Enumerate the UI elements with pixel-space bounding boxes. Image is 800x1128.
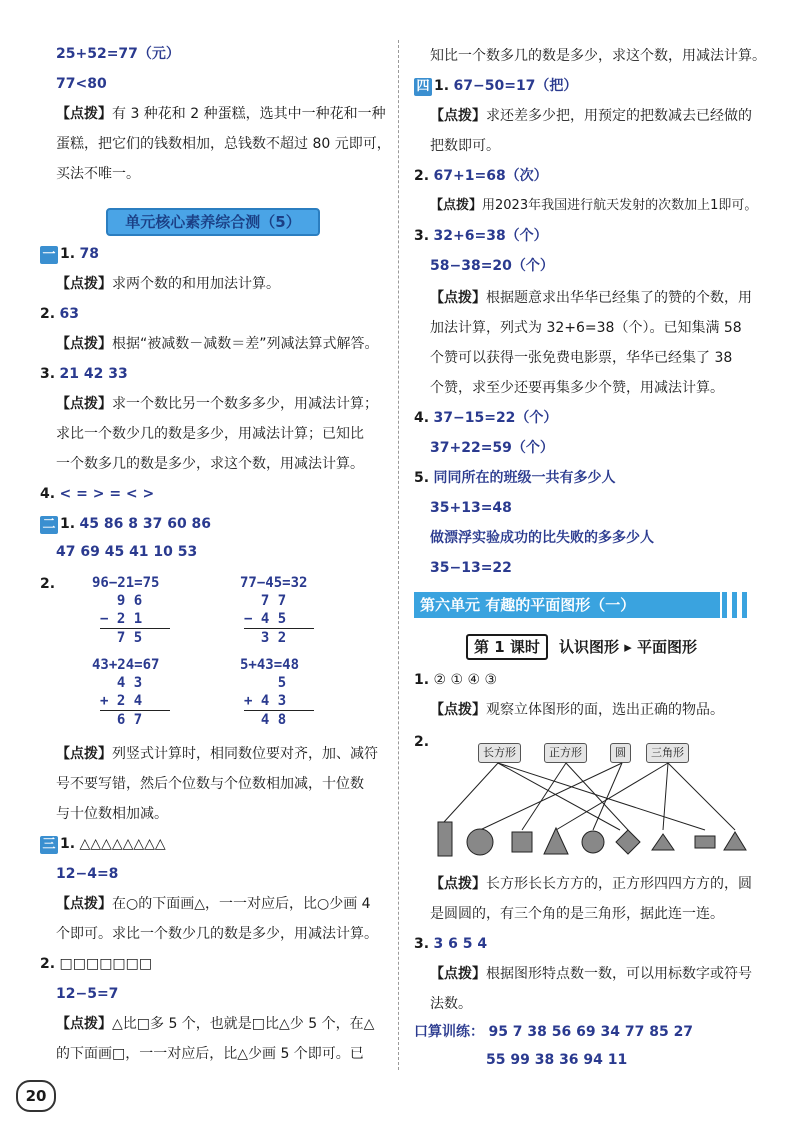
answer-line: 77<80 xyxy=(56,76,107,92)
tip-line: 一个数多几的数是多少，求这个数，用减法计算。 xyxy=(56,456,364,472)
question-2: 2. 67+1=68（次） xyxy=(414,168,548,184)
question-label: 2. xyxy=(40,576,56,592)
tip-line: 个赞可以获得一张免费电影票，华华已经集了 38 xyxy=(430,350,733,366)
lesson-number: 第 1 课时 xyxy=(466,634,548,660)
question-2: 2. 63 xyxy=(40,306,79,322)
answer-line: 12−5=7 xyxy=(56,986,119,1002)
section-marker: 二 xyxy=(40,516,58,534)
tip-line: 【点拨】观察立体图形的面，选出正确的物品。 xyxy=(430,702,724,718)
tip-line: 【点拨】长方形长长方方的，正方形四四方方的，圆 xyxy=(430,876,752,892)
question-label: 2. xyxy=(414,734,430,750)
section-marker: 四 xyxy=(414,78,432,96)
tip-line: 【点拨】求两个数的和用加法计算。 xyxy=(56,276,280,292)
page-number: 20 xyxy=(16,1080,56,1112)
tip-line: 【点拨】在○的下面画△，一一对应后，比○少画 4 xyxy=(56,896,371,912)
square-shape xyxy=(512,832,532,852)
unit-bar-stripe xyxy=(732,592,737,618)
answer-line: 47 69 45 41 10 53 xyxy=(56,544,198,560)
answer-line: 25+52=77（元） xyxy=(56,46,180,62)
tip-line: 【点拨】求一个数比另一个数多多少，用减法计算； xyxy=(56,396,378,412)
section-4-q1: 四 1. 67−50=17（把） xyxy=(414,76,577,96)
section-3-q2: 2. □□□□□□□ xyxy=(40,956,153,972)
answer-line: 37+22=59（个） xyxy=(430,440,554,456)
tip-label: 【点拨】 xyxy=(56,106,112,122)
tip-line: 与十位数相加减。 xyxy=(56,806,168,822)
rectangle-shape xyxy=(695,836,715,848)
tip-line: 把数即可。 xyxy=(430,138,500,154)
tip-line: 【点拨】求还差多少把，用预定的把数减去已经做的 xyxy=(430,108,752,124)
section-marker: 一 xyxy=(40,246,58,264)
triangle-shape xyxy=(544,828,568,854)
vertical-calc: 77−45=32 7 7 − 4 5 3 2 xyxy=(240,574,314,647)
tip-line: 【点拨】根据题意求出华华已经集了的赞的个数，用 xyxy=(430,290,752,306)
oral-practice-row: 55 99 38 36 94 11 xyxy=(486,1052,628,1068)
answer-line: 做漂浮实验成功的比失败的多多少人 xyxy=(430,530,654,546)
tip-line: 【点拨】有 3 种花和 2 种蛋糕，选其中一种花和一种 xyxy=(56,106,386,122)
tip-line: 加法计算，列式为 32+6=38（个）。已知集满 58 xyxy=(430,320,742,336)
question-5: 5. 同同所在的班级一共有多少人 xyxy=(414,470,616,486)
question-3: 3. 3 6 5 4 xyxy=(414,936,488,952)
shape-label: 正方形 xyxy=(544,743,587,763)
question-1: 一 1. 78 xyxy=(40,244,99,264)
answer-line: 35−13=22 xyxy=(430,560,512,576)
tip-line: 蛋糕，把它们的钱数相加，总钱数不超过 80 元即可， xyxy=(56,136,391,152)
matching-diagram xyxy=(430,760,770,860)
lesson-heading xyxy=(466,634,697,660)
vertical-calc: 5+43=48 5 + 4 3 4 8 xyxy=(240,656,314,729)
tip-line: 【点拨】△比□多 5 个，也就是□比△少 5 个，在△ xyxy=(56,1016,375,1032)
tip-line: 的下面画□，一一对应后，比△少画 5 个即可。已 xyxy=(56,1046,364,1062)
question-4: 4. 37−15=22（个） xyxy=(414,410,558,426)
tip-line: 个赞，求至少还要再集多少个赞，用减法计算。 xyxy=(430,380,724,396)
question-3: 3. 32+6=38（个） xyxy=(414,228,548,244)
unit-bar-stripe xyxy=(742,592,747,618)
tip-line: 【点拨】根据图形特点数一数，可以用标数字或符号 xyxy=(430,966,752,982)
tip-line: 买法不唯一。 xyxy=(56,166,140,182)
tip-line: 知比一个数多几的数是多少，求这个数，用减法计算。 xyxy=(430,48,766,64)
circle-shape xyxy=(582,831,604,853)
question-1: 1. ② ① ④ ③ xyxy=(414,672,498,688)
lesson-title: 认识图形 ▸ 平面图形 xyxy=(558,638,697,656)
tip-line: 个即可。求比一个数少几的数是多少，用减法计算。 xyxy=(56,926,378,942)
tip-line: 号不要写错，然后个位数与个位数相加减，十位数 xyxy=(56,776,364,792)
answer-line: 12−4=8 xyxy=(56,866,119,882)
section-marker: 三 xyxy=(40,836,58,854)
section-2-q1: 二 1. 45 86 8 37 60 86 xyxy=(40,514,211,534)
tip-line: 是圆圆的，有三个角的是三角形，据此连一连。 xyxy=(430,906,724,922)
tip-line: 【点拨】用2023年我国进行航天发射的次数加上1即可。 xyxy=(430,198,758,213)
triangle-shape xyxy=(652,834,674,850)
unit-bar-stripe xyxy=(722,592,727,618)
tip-line: 法数。 xyxy=(430,996,472,1012)
rectangle-shape xyxy=(438,822,452,856)
answer-line: 58−38=20（个） xyxy=(430,258,554,274)
test-banner: 单元核心素养综合测（5） xyxy=(106,208,320,236)
tip-line: 【点拨】列竖式计算时，相同数位要对齐，加、减符 xyxy=(56,746,378,762)
shape-label: 圆 xyxy=(610,743,631,763)
answer-line: 35+13=48 xyxy=(430,500,512,516)
circle-shape xyxy=(467,829,493,855)
section-3-q1: 三 1. △△△△△△△△ xyxy=(40,834,166,854)
question-4: 4. < = > = < > xyxy=(40,486,155,502)
shape-label: 长方形 xyxy=(478,743,521,763)
unit-title-bar: 第六单元 有趣的平面图形（一） xyxy=(414,592,720,618)
vertical-calc: 96−21=75 9 6 − 2 1 7 5 xyxy=(92,574,170,647)
question-3: 3. 21 42 33 xyxy=(40,366,128,382)
column-divider xyxy=(398,40,399,1070)
triangle-shape xyxy=(724,832,746,850)
square-shape xyxy=(616,830,640,854)
tip-line: 【点拨】根据“被减数－减数＝差”列减法算式解答。 xyxy=(56,336,379,352)
tip-line: 求比一个数少几的数是多少，用减法计算；已知比 xyxy=(56,426,364,442)
shape-label: 三角形 xyxy=(646,743,689,763)
oral-practice: 口算训练： 95 7 38 56 69 34 77 85 27 xyxy=(414,1024,694,1040)
vertical-calc: 43+24=67 4 3 + 2 4 6 7 xyxy=(92,656,170,729)
